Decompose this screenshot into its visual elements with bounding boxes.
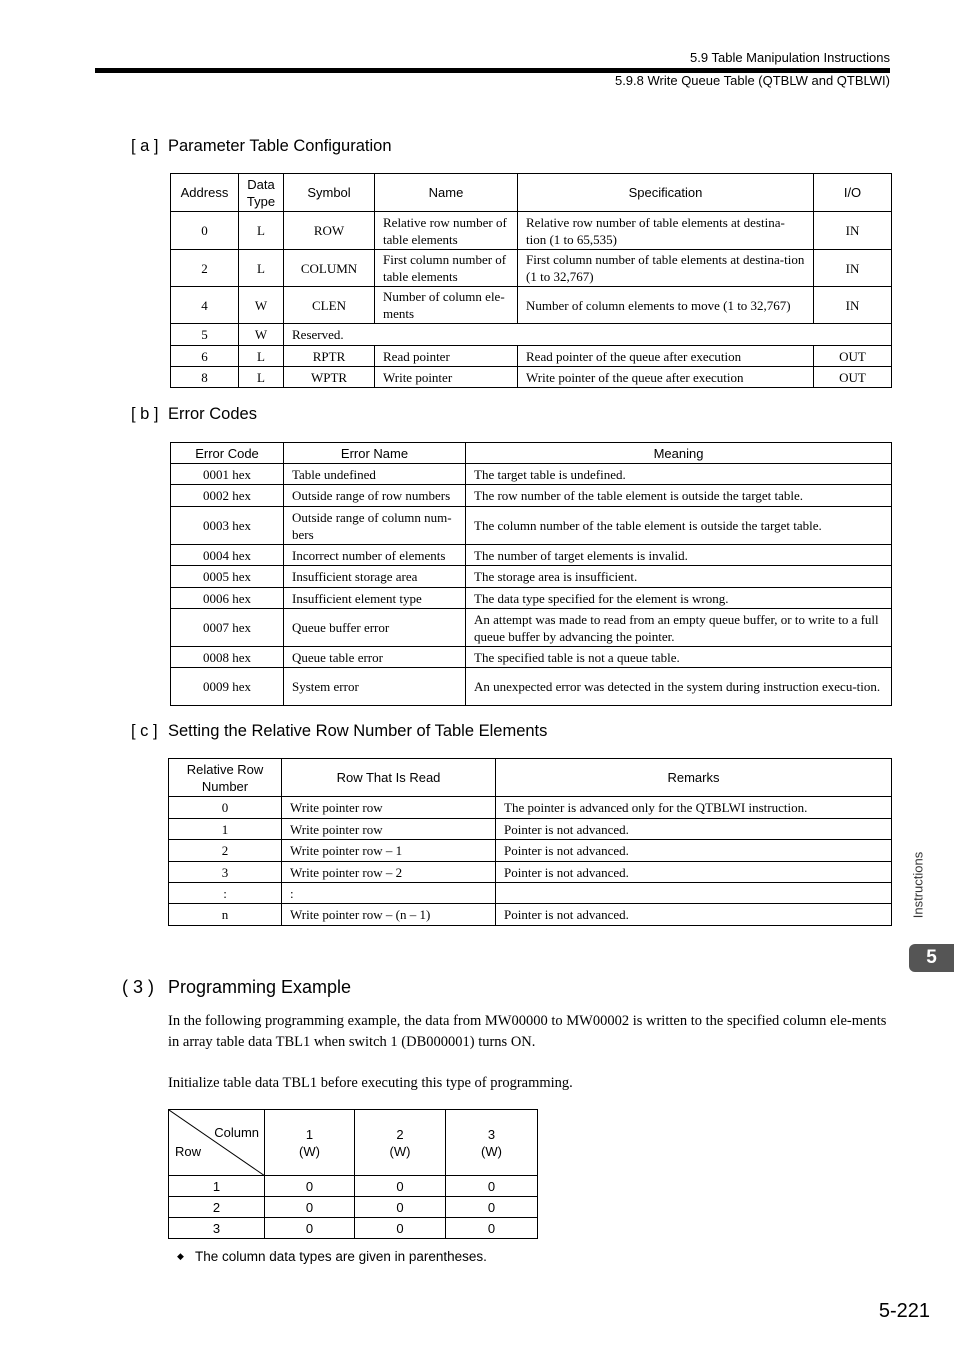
- table-row: [169, 840, 892, 862]
- cell-address: 2: [171, 250, 239, 287]
- cell-error-name: Insufficient storage area: [284, 566, 466, 588]
- corner-header-cell: [169, 1110, 265, 1176]
- cell-io: IN: [814, 250, 892, 287]
- cell-io: OUT: [814, 346, 892, 367]
- cell-value: 0: [355, 1218, 446, 1239]
- cell-type: W: [239, 324, 284, 346]
- cell-row-read: Write pointer row – 1: [282, 840, 496, 862]
- side-section-label: Instructions: [910, 851, 926, 919]
- cell-value: 0: [446, 1218, 538, 1239]
- column-header: Data Type: [239, 174, 284, 212]
- cell-meaning: An attempt was made to read from an empty queue buffer, or to write to a full queue buffer by advancing the pointer.: [466, 609, 892, 647]
- table-row: [169, 1218, 538, 1239]
- cell-error-code: 0002 hex: [171, 485, 284, 507]
- section-c-marker: [ c ]: [131, 722, 158, 740]
- example-paragraph-2: Initialize table data TBL1 before executing this type of programming.: [168, 1075, 573, 1091]
- table-row: [171, 507, 892, 545]
- cell-value: 0: [355, 1197, 446, 1218]
- table-row: [169, 819, 892, 840]
- cell-row: 2: [169, 1197, 265, 1218]
- column-header: Error Name: [284, 443, 466, 464]
- column-header: I/O: [814, 174, 892, 212]
- cell-value: 0: [446, 1197, 538, 1218]
- cell-symbol: WPTR: [284, 367, 375, 388]
- cell-row-read: Write pointer row: [282, 819, 496, 840]
- header-subsection: 5.9.8 Write Queue Table (QTBLW and QTBLWI): [614, 73, 890, 88]
- cell-name: Write pointer: [375, 367, 518, 388]
- section-a-heading: [131, 137, 392, 156]
- example-paragraph-1: In the following programming example, the data from MW00000 to MW00002 is written to the specified column ele-ments in array table data TBL1 when switch 1 (DB000001) turns ON.: [168, 1013, 887, 1050]
- cell-remarks: [496, 883, 892, 904]
- cell-name: Number of column ele-ments: [375, 287, 518, 324]
- cell-spec: First column number of table elements at destina-tion (1 to 32,767): [518, 250, 814, 287]
- table-row: [171, 566, 892, 588]
- section-a-marker: [ a ]: [131, 137, 159, 155]
- column-header: Address: [171, 174, 239, 212]
- table-row: [169, 862, 892, 883]
- column-header: 3 (W): [446, 1110, 538, 1176]
- cell-meaning: An unexpected error was detected in the system during instruction execu-tion.: [466, 668, 892, 706]
- column-header: 1 (W): [265, 1110, 355, 1176]
- cell-type: W: [239, 287, 284, 324]
- cell-row-read: Write pointer row – 2: [282, 862, 496, 883]
- cell-value: 0: [446, 1176, 538, 1197]
- cell-error-name: Table undefined: [284, 464, 466, 485]
- column-header: Meaning: [466, 443, 892, 464]
- cell-error-code: 0009 hex: [171, 668, 284, 706]
- cell-error-code: 0007 hex: [171, 609, 284, 647]
- column-header: Remarks: [496, 759, 892, 797]
- cell-io: IN: [814, 287, 892, 324]
- table-row: [169, 1176, 538, 1197]
- cell-error-code: 0006 hex: [171, 588, 284, 609]
- cell-error-name: Queue table error: [284, 647, 466, 668]
- cell-spec: Write pointer of the queue after execution: [518, 367, 814, 388]
- cell-symbol: ROW: [284, 212, 375, 250]
- cell-type: L: [239, 346, 284, 367]
- cell-relative-row: 2: [169, 840, 282, 862]
- cell-address: 4: [171, 287, 239, 324]
- table-row: [171, 346, 892, 367]
- cell-remarks: Pointer is not advanced.: [496, 862, 892, 883]
- corner-column-label: Column: [214, 1125, 259, 1140]
- chapter-tab: 5: [909, 944, 954, 972]
- table-header-row: [169, 1110, 538, 1176]
- section-3-title: Programming Example: [168, 977, 352, 997]
- cell-value: 0: [355, 1176, 446, 1197]
- cell-io: OUT: [814, 367, 892, 388]
- cell-row-read: Write pointer row: [282, 797, 496, 819]
- table-header-row: [171, 174, 892, 212]
- cell-row: 1: [169, 1176, 265, 1197]
- cell-spec: Relative row number of table elements at destina-tion (1 to 65,535): [518, 212, 814, 250]
- cell-reserved: Reserved.: [284, 324, 892, 346]
- table-row: [169, 797, 892, 819]
- cell-address: 0: [171, 212, 239, 250]
- cell-relative-row: n: [169, 904, 282, 926]
- cell-meaning: The specified table is not a queue table.: [466, 647, 892, 668]
- cell-meaning: The row number of the table element is outside the target table.: [466, 485, 892, 507]
- column-header: Error Code: [171, 443, 284, 464]
- cell-meaning: The target table is undefined.: [466, 464, 892, 485]
- cell-symbol: RPTR: [284, 346, 375, 367]
- cell-symbol: CLEN: [284, 287, 375, 324]
- cell-value: 0: [265, 1176, 355, 1197]
- section-3-heading: [122, 977, 351, 998]
- section-b-title: Error Codes: [168, 405, 257, 423]
- cell-row-read: Write pointer row – (n – 1): [282, 904, 496, 926]
- column-header: 2 (W): [355, 1110, 446, 1176]
- table-row: [171, 287, 892, 324]
- column-header: Name: [375, 174, 518, 212]
- section-c-heading: [131, 722, 547, 741]
- cell-relative-row: 1: [169, 819, 282, 840]
- cell-error-name: System error: [284, 668, 466, 706]
- section-b-heading: [131, 405, 257, 424]
- parameter-table: [170, 173, 892, 388]
- column-header: Relative Row Number: [169, 759, 282, 797]
- corner-row-label: Row: [175, 1144, 202, 1159]
- cell-address: 5: [171, 324, 239, 346]
- cell-meaning: The column number of the table element is outside the target table.: [466, 507, 892, 545]
- relative-row-table: [168, 758, 892, 926]
- cell-type: L: [239, 367, 284, 388]
- tbl1-table: [168, 1109, 538, 1239]
- cell-spec: Read pointer of the queue after execution: [518, 346, 814, 367]
- table-row: [171, 464, 892, 485]
- table-header-row: [169, 759, 892, 797]
- table-row: [169, 1197, 538, 1218]
- cell-address: 8: [171, 367, 239, 388]
- cell-remarks: Pointer is not advanced.: [496, 819, 892, 840]
- section-c-title: Setting the Relative Row Number of Table Elements: [168, 722, 548, 740]
- diamond-bullet-icon: ◆: [177, 1251, 184, 1261]
- cell-error-code: 0005 hex: [171, 566, 284, 588]
- column-header: Symbol: [284, 174, 375, 212]
- column-header: Specification: [518, 174, 814, 212]
- table-row: [171, 367, 892, 388]
- cell-type: L: [239, 212, 284, 250]
- cell-name: Read pointer: [375, 346, 518, 367]
- cell-remarks: The pointer is advanced only for the QTBLWI instruction.: [496, 797, 892, 819]
- note-text: The column data types are given in parentheses.: [195, 1249, 487, 1264]
- table-row: [171, 250, 892, 287]
- cell-spec: Number of column elements to move (1 to 32,767): [518, 287, 814, 324]
- table-row: [171, 212, 892, 250]
- table-row: [169, 904, 892, 926]
- cell-error-name: Outside range of column num-bers: [284, 507, 466, 545]
- cell-meaning: The data type specified for the element is wrong.: [466, 588, 892, 609]
- cell-error-name: Outside range of row numbers: [284, 485, 466, 507]
- cell-type: L: [239, 250, 284, 287]
- page-number: 5-221: [878, 1300, 930, 1322]
- cell-row-read: :: [282, 883, 496, 904]
- table-row: [171, 668, 892, 706]
- cell-relative-row: :: [169, 883, 282, 904]
- cell-error-name: Queue buffer error: [284, 609, 466, 647]
- cell-address: 6: [171, 346, 239, 367]
- header-section: 5.9 Table Manipulation Instructions: [690, 50, 890, 65]
- table-row: [171, 545, 892, 566]
- table-row: [171, 647, 892, 668]
- cell-remarks: Pointer is not advanced.: [496, 840, 892, 862]
- cell-io: IN: [814, 212, 892, 250]
- column-header: Row That Is Read: [282, 759, 496, 797]
- cell-relative-row: 0: [169, 797, 282, 819]
- note-bullet: [177, 1249, 487, 1264]
- cell-remarks: Pointer is not advanced.: [496, 904, 892, 926]
- cell-error-code: 0001 hex: [171, 464, 284, 485]
- cell-meaning: The number of target elements is invalid.: [466, 545, 892, 566]
- cell-relative-row: 3: [169, 862, 282, 883]
- cell-row: 3: [169, 1218, 265, 1239]
- error-codes-table: [170, 442, 892, 706]
- cell-error-code: 0004 hex: [171, 545, 284, 566]
- cell-value: 0: [265, 1218, 355, 1239]
- table-row: [169, 883, 892, 904]
- cell-error-code: 0003 hex: [171, 507, 284, 545]
- cell-error-name: Insufficient element type: [284, 588, 466, 609]
- section-3-marker: ( 3 ): [122, 977, 155, 997]
- table-row: [171, 588, 892, 609]
- table-row: [171, 485, 892, 507]
- cell-error-name: Incorrect number of elements: [284, 545, 466, 566]
- table-row: [171, 609, 892, 647]
- cell-name: First column number of table elements: [375, 250, 518, 287]
- table-row: [171, 324, 892, 346]
- cell-meaning: The storage area is insufficient.: [466, 566, 892, 588]
- cell-value: 0: [265, 1197, 355, 1218]
- section-b-marker: [ b ]: [131, 405, 159, 423]
- cell-symbol: COLUMN: [284, 250, 375, 287]
- section-a-title: Parameter Table Configuration: [168, 137, 392, 155]
- cell-error-code: 0008 hex: [171, 647, 284, 668]
- cell-name: Relative row number of table elements: [375, 212, 518, 250]
- table-header-row: [171, 443, 892, 464]
